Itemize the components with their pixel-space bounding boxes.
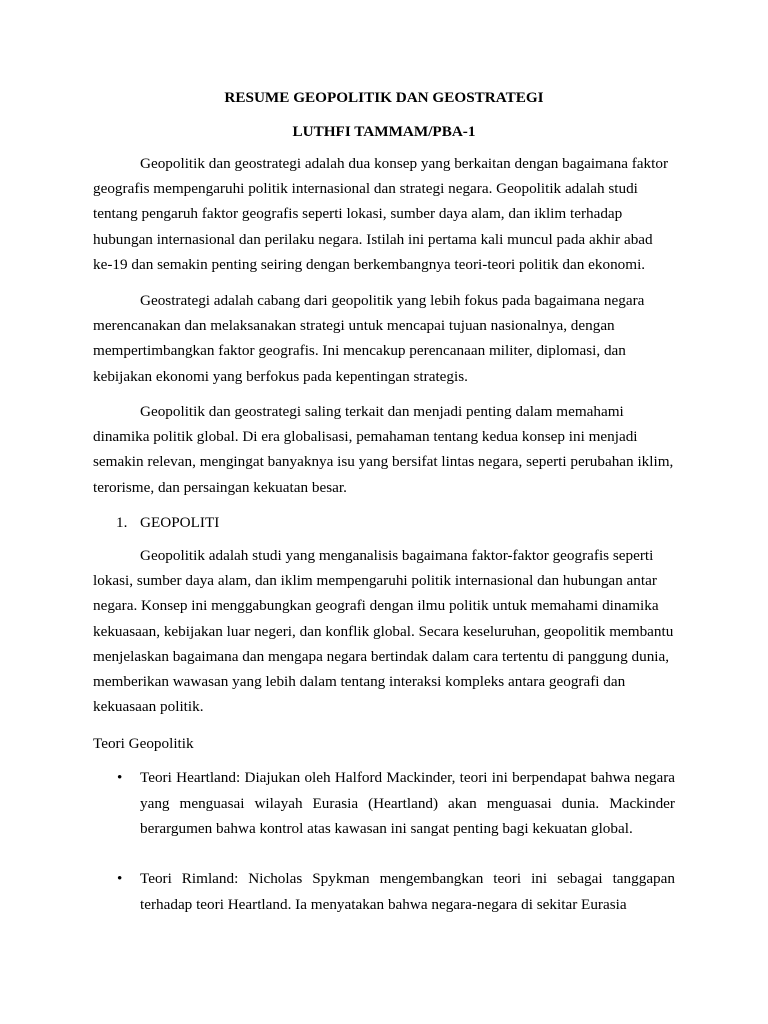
- geopolitik-paragraph: Geopolitik adalah studi yang menganalisis bagaimana faktor-faktor geografis seperti lokasi, sumber daya alam, dan iklim mempengaruhi politik internasional dan hubungan antar negara. Konsep ini menggabungkan geografi dengan ilmu politik untuk memahami dinamika kekuasaan, kebijakan luar negeri, dan konflik global. Secara keseluruhan, geopolitik membantu menjelaskan bagaimana dan mengapa negara bertindak dalam cara tertentu di panggung dunia, memberikan wawasan yang lebih dalam tentang interaksi kompleks antara geografi dan kekuasaan politik.: [93, 547, 674, 716]
- bullet-text-heartland: Teori Heartland: Diajukan oleh Halford Mackinder, teori ini berpendapat bahwa negara yang menguasai wilayah Eurasia (Heartland) akan menguasai dunia. Mackinder berargumen bahwa kontrol atas kawasan ini sangat penting bagi kekuatan global.: [140, 769, 675, 838]
- intro-paragraph-2: Geostrategi adalah cabang dari geopolitik yang lebih fokus pada bagaimana negara merencanakan dan melaksanakan strategi untuk mencapai tujuan nasionalnya, dengan mempertimbangkan faktor geografis. Ini mencakup perencanaan militer, diplomasi, dan kebijakan ekonomi yang berfokus pada kepentingan strategis.: [93, 292, 645, 385]
- section-number: 1.: [116, 514, 128, 531]
- bullet-text-rimland: Teori Rimland: Nicholas Spykman mengembangkan teori ini sebagai tanggapan terhadap teori Heartland. Ia menyatakan bahwa negara-negara di sekitar Eurasia: [140, 870, 675, 913]
- intro-paragraph-3: Geopolitik dan geostrategi saling terkait dan menjadi penting dalam memahami dinamika politik global. Di era globalisasi, pemahaman tentang kedua konsep ini menjadi semakin relevan, mengingat banyaknya isu yang bersifat lintas negara, seperti perubahan iklim, terorisme, dan persaingan kekuatan besar.: [93, 403, 674, 496]
- document-title: RESUME GEOPOLITIK DAN GEOSTRATEGI: [224, 89, 544, 106]
- document-author: LUTHFI TAMMAM/PBA-1: [292, 123, 476, 140]
- section-heading-text: GEOPOLITI: [140, 514, 220, 531]
- bullet-icon: •: [117, 870, 123, 887]
- section-heading-geopoliti: [116, 513, 219, 533]
- intro-paragraph-1: Geopolitik dan geostrategi adalah dua konsep yang berkaitan dengan bagaimana faktor geografis mempengaruhi politik internasional dan strategi negara. Geopolitik adalah studi tentang pengaruh faktor geografis seperti lokasi, sumber daya alam, dan iklim terhadap hubungan internasional dan perilaku negara. Istilah ini pertama kali muncul pada akhir abad ke-19 dan semakin penting seiring dengan berkembangnya teori-teori politik dan ekonomi.: [93, 155, 668, 273]
- bullet-item-heartland: [117, 765, 675, 842]
- bullet-item-rimland: [117, 866, 675, 917]
- bullet-icon: •: [117, 769, 123, 786]
- theory-heading: Teori Geopolitik: [93, 735, 194, 752]
